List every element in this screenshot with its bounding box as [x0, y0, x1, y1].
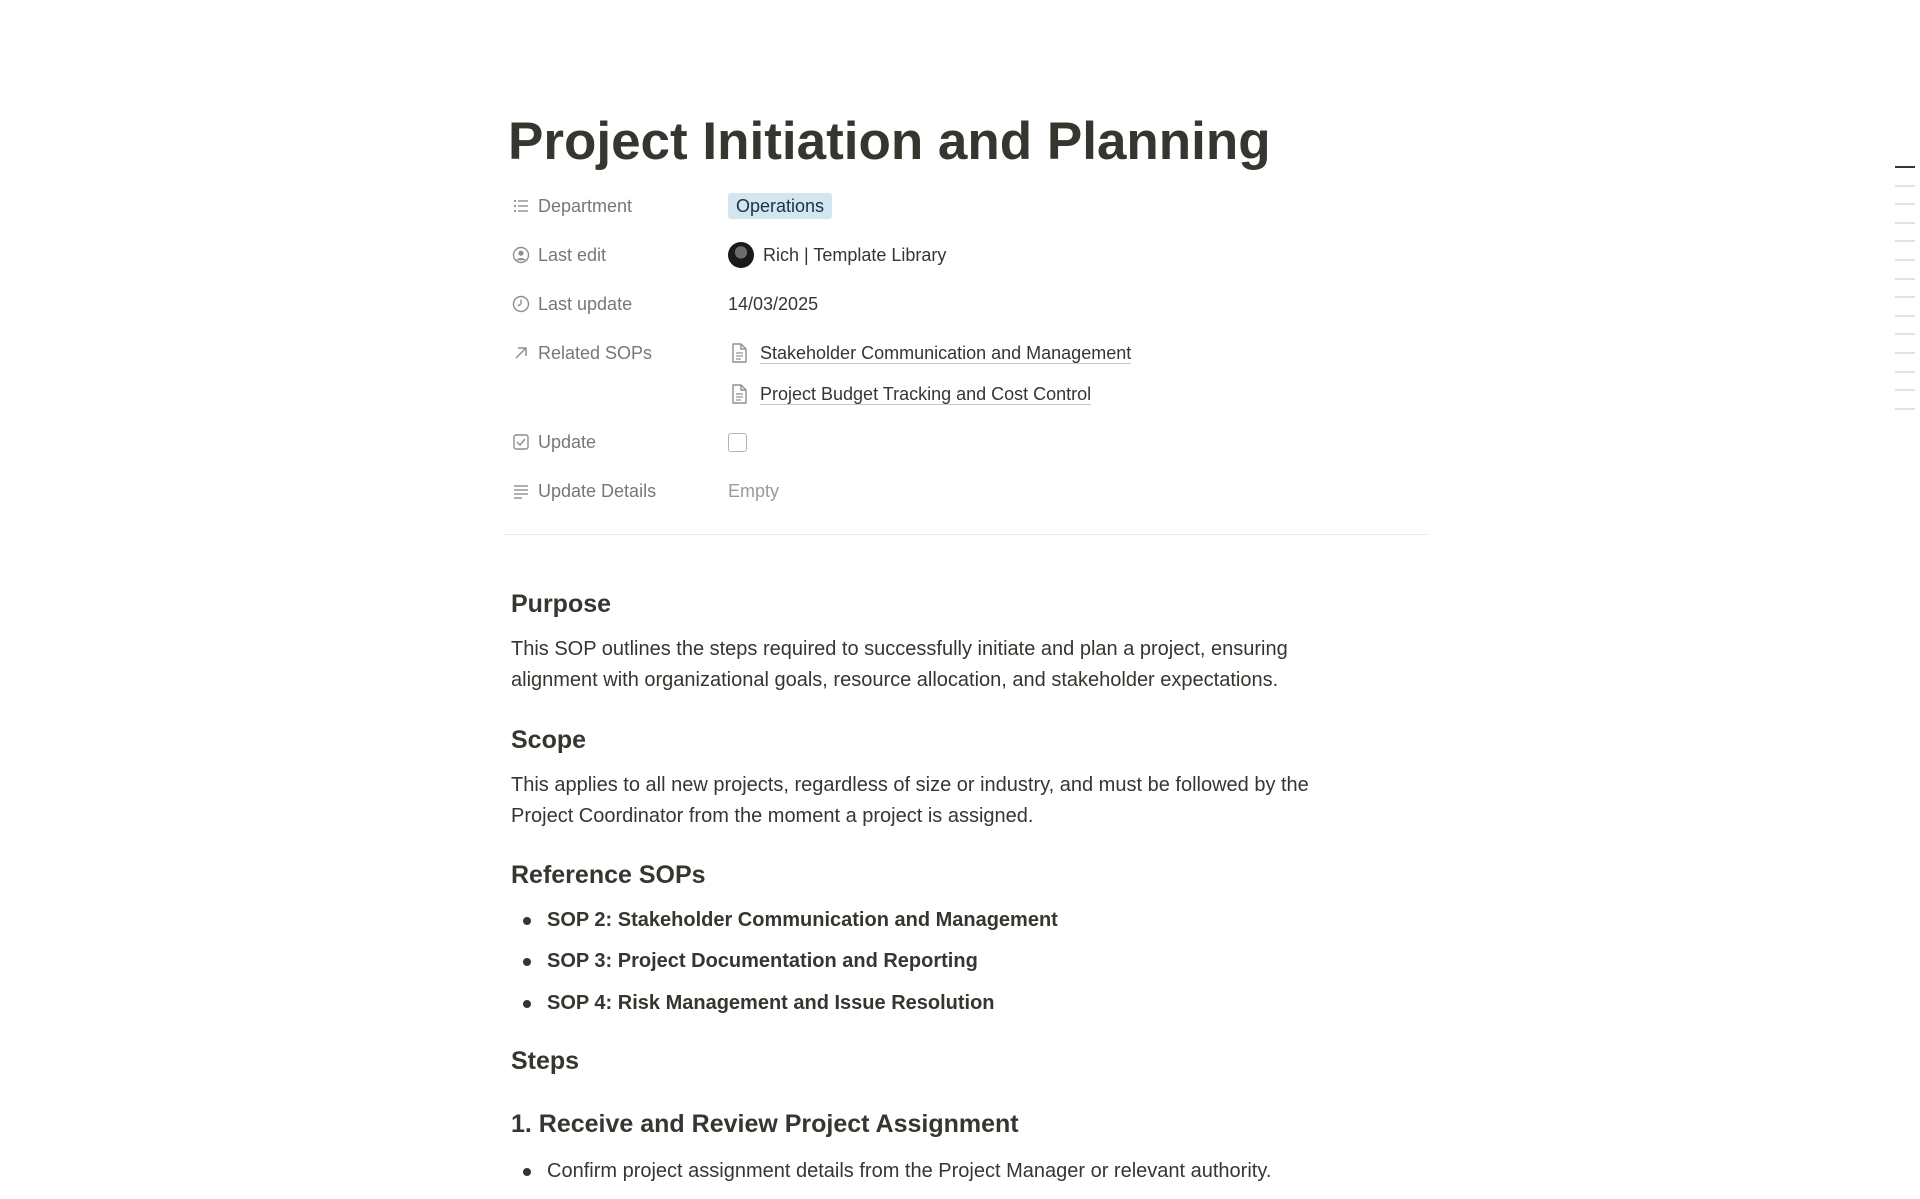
list-item-text: SOP 4: Risk Management and Issue Resolution [547, 992, 995, 1014]
property-department-key[interactable] [511, 188, 632, 224]
bullet-dot [523, 1168, 531, 1176]
toc-mark[interactable] [1895, 296, 1915, 298]
property-update-details-key[interactable] [511, 473, 656, 509]
purpose-paragraph[interactable] [511, 634, 1411, 696]
property-department-label: Department [538, 195, 633, 216]
property-last-edit-label: Last edit [538, 244, 607, 265]
toc-mark[interactable] [1895, 352, 1915, 354]
checkbox-icon [511, 432, 531, 452]
heading-step-1[interactable]: 1. Receive and Review Project Assignment [511, 1110, 1019, 1138]
list-icon [511, 196, 531, 216]
property-related-sops-key[interactable] [511, 335, 652, 371]
toc-mark[interactable] [1895, 371, 1915, 373]
clock-icon [511, 294, 531, 314]
property-update [508, 424, 1428, 460]
update-checkbox[interactable] [728, 433, 747, 452]
property-last-edit-key[interactable] [511, 237, 606, 273]
toc-mark[interactable] [1895, 278, 1915, 280]
list-item-text: Confirm project assignment details from the Project Manager or relevant authority. [547, 1160, 1272, 1182]
person-icon [511, 245, 531, 265]
toc-mark[interactable] [1895, 185, 1915, 187]
property-department [508, 188, 1428, 224]
property-last-edit-value[interactable] [728, 237, 946, 273]
list-item-text: SOP 3: Project Documentation and Reporting [547, 950, 978, 972]
toc-mark[interactable] [1895, 315, 1915, 317]
avatar [728, 242, 754, 268]
scope-line: This applies to all new projects, regardless of size or industry, and must be followed by the [511, 774, 1309, 796]
property-update-details-value[interactable] [728, 473, 779, 509]
property-last-update-label: Last update [538, 293, 633, 314]
toc-mark[interactable] [1895, 333, 1915, 335]
related-sop-item[interactable] [728, 335, 1131, 371]
heading-scope[interactable]: Scope [511, 726, 587, 754]
bullet-dot [523, 958, 531, 966]
toc-mark[interactable] [1895, 166, 1915, 168]
toc-mark[interactable] [1895, 389, 1915, 391]
heading-steps[interactable]: Steps [511, 1047, 580, 1075]
page-icon [728, 342, 750, 364]
toc-mark[interactable] [1895, 240, 1915, 242]
property-department-value[interactable] [728, 188, 832, 224]
property-last-update [508, 286, 1428, 322]
toc-mark[interactable] [1895, 203, 1915, 205]
bullet-dot [523, 917, 531, 925]
related-sop-link[interactable]: Stakeholder Communication and Management [760, 342, 1132, 363]
property-update-label: Update [538, 431, 597, 452]
heading-purpose[interactable]: Purpose [511, 590, 612, 618]
update-details-placeholder: Empty [728, 480, 780, 501]
related-sop-link[interactable]: Project Budget Tracking and Cost Control [760, 383, 1092, 404]
last-update-date: 14/03/2025 [728, 293, 819, 314]
property-related-sops [508, 335, 1428, 415]
property-related-sops-value [728, 335, 1131, 412]
text-lines-icon [511, 481, 531, 501]
toc-mark[interactable] [1895, 259, 1915, 261]
list-item-text: SOP 2: Stakeholder Communication and Management [547, 909, 1058, 931]
related-sop-item[interactable] [728, 376, 1091, 412]
page-title[interactable]: Project Initiation and Planning [508, 112, 1271, 171]
last-edit-user: Rich | Template Library [763, 244, 947, 265]
department-tag[interactable]: Operations [728, 193, 832, 219]
heading-reference-sops[interactable]: Reference SOPs [511, 861, 706, 889]
property-related-sops-label: Related SOPs [538, 342, 653, 363]
property-last-update-value[interactable] [728, 286, 818, 322]
scope-line: Project Coordinator from the moment a project is assigned. [511, 805, 1034, 827]
properties-divider [504, 534, 1428, 535]
property-update-details [508, 473, 1428, 509]
scope-paragraph[interactable] [511, 770, 1411, 832]
page-icon [728, 383, 750, 405]
arrow-up-right-icon [511, 343, 531, 363]
purpose-line: This SOP outlines the steps required to successfully initiate and plan a project, ensuring [511, 638, 1288, 660]
property-update-value [728, 424, 747, 460]
property-last-edit [508, 237, 1428, 273]
bullet-dot [523, 1000, 531, 1008]
property-update-details-label: Update Details [538, 480, 657, 501]
property-update-key[interactable] [511, 424, 596, 460]
toc-mark[interactable] [1895, 408, 1915, 410]
toc-mark[interactable] [1895, 222, 1915, 224]
property-last-update-key[interactable] [511, 286, 632, 322]
purpose-line: alignment with organizational goals, resource allocation, and stakeholder expectations. [511, 669, 1279, 691]
